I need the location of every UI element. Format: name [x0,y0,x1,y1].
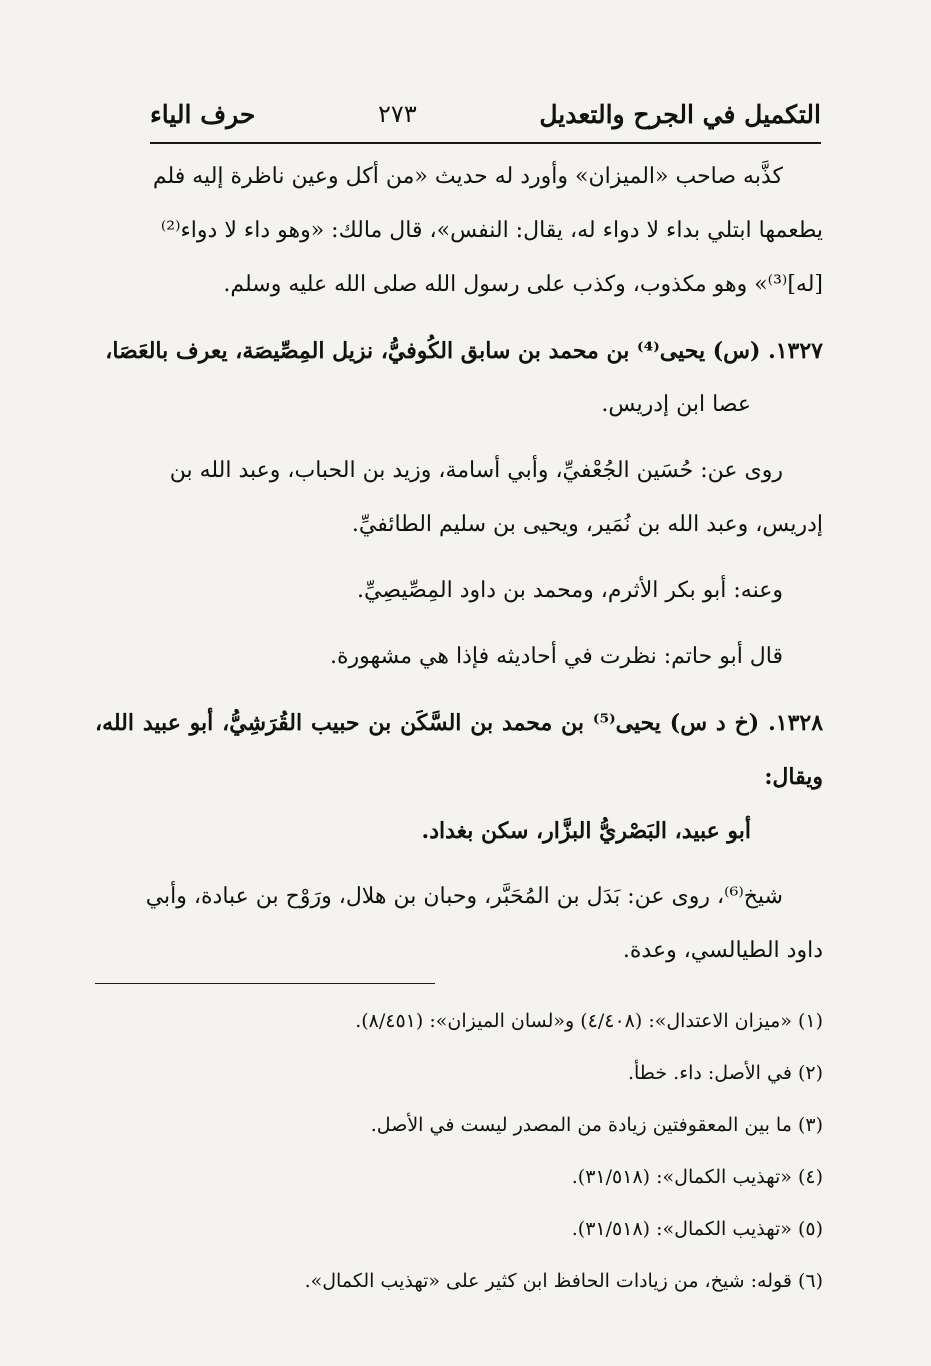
footnote: (٥) «تهذيب الكمال»: (٣١/٥١٨). [571,1218,823,1240]
text-line: يطعمها ابتلي بداء لا دواء له، يقال: النفس»، قال مالك: «وهو داء لا دواء⁽²⁾ [160,218,823,243]
footnote: (٦) قوله: شيخ، من زيادات الحافظ ابن كثير على «تهذيب الكمال». [304,1270,823,1292]
text-line: وعنه: أبو بكر الأثرم، ومحمد بن داود المِصِّيصِيِّ. [357,578,783,603]
entry-heading-1327-cont: عصا ابن إدريس. [601,392,751,417]
text-line: [له]⁽³⁾» وهو مكذوب، وكذب على رسول الله صلى الله عليه وسلم. [223,272,823,297]
footnote: (٤) «تهذيب الكمال»: (٣١/٥١٨). [571,1166,823,1188]
book-title: التكميل في الجرح والتعديل [539,99,821,129]
chapter-title: حرف الياء [150,99,256,129]
running-header [150,86,821,144]
entry-heading-1328-cont: أبو عبيد، البَصْريُّ البزَّار، سكن بغداد. [421,818,751,844]
text-line: إدريس، وعبد الله بن نُمَير، ويحيى بن سليم الطائفيِّ. [351,512,823,537]
main-text [95,150,823,978]
footnote: (٢) في الأصل: داء. خطأ. [627,1062,823,1084]
footnotes [95,995,823,1307]
text-line: كذَّبه صاحب «الميزان» وأورد له حديث «من أكل وعين ناظرة إليه فلم [152,164,783,189]
text-line: روى عن: حُسَين الجُعْفيِّ، وأبي أسامة، وزيد بن الحباب، وعبد الله بن [169,458,783,483]
text-line: داود الطيالسي، وعدة. [622,938,823,963]
footnote: (١) «ميزان الاعتدال»: (٤/٤٠٨) و«لسان الميزان»: (٨/٤٥١). [355,1010,823,1032]
footnote: (٣) ما بين المعقوفتين زيادة من المصدر ليست في الأصل. [370,1114,823,1136]
text-line: قال أبو حاتم: نظرت في أحاديثه فإذا هي مشهورة. [330,644,783,669]
footnote-divider [95,983,435,984]
page-number: ٢٧٣ [378,100,417,128]
entry-heading-1328: ١٣٢٨. (خ د س) يحيى⁽⁵⁾ بن محمد بن السَّكَن بن حبيب القُرَشِيُّ، أبو عبيد الله، ويقال: [95,710,824,790]
text-line: شيخ⁽⁶⁾، روى عن: بَدَل بن المُحَبَّر، وحبان بن هلال، ورَوْح بن عبادة، وأبي [145,884,783,909]
entry-heading-1327: ١٣٢٧. (س) يحيى⁽⁴⁾ بن محمد بن سابق الكُوفيُّ، نزيل المِصِّيصَة، يعرف بالعَصَا، [105,338,823,364]
